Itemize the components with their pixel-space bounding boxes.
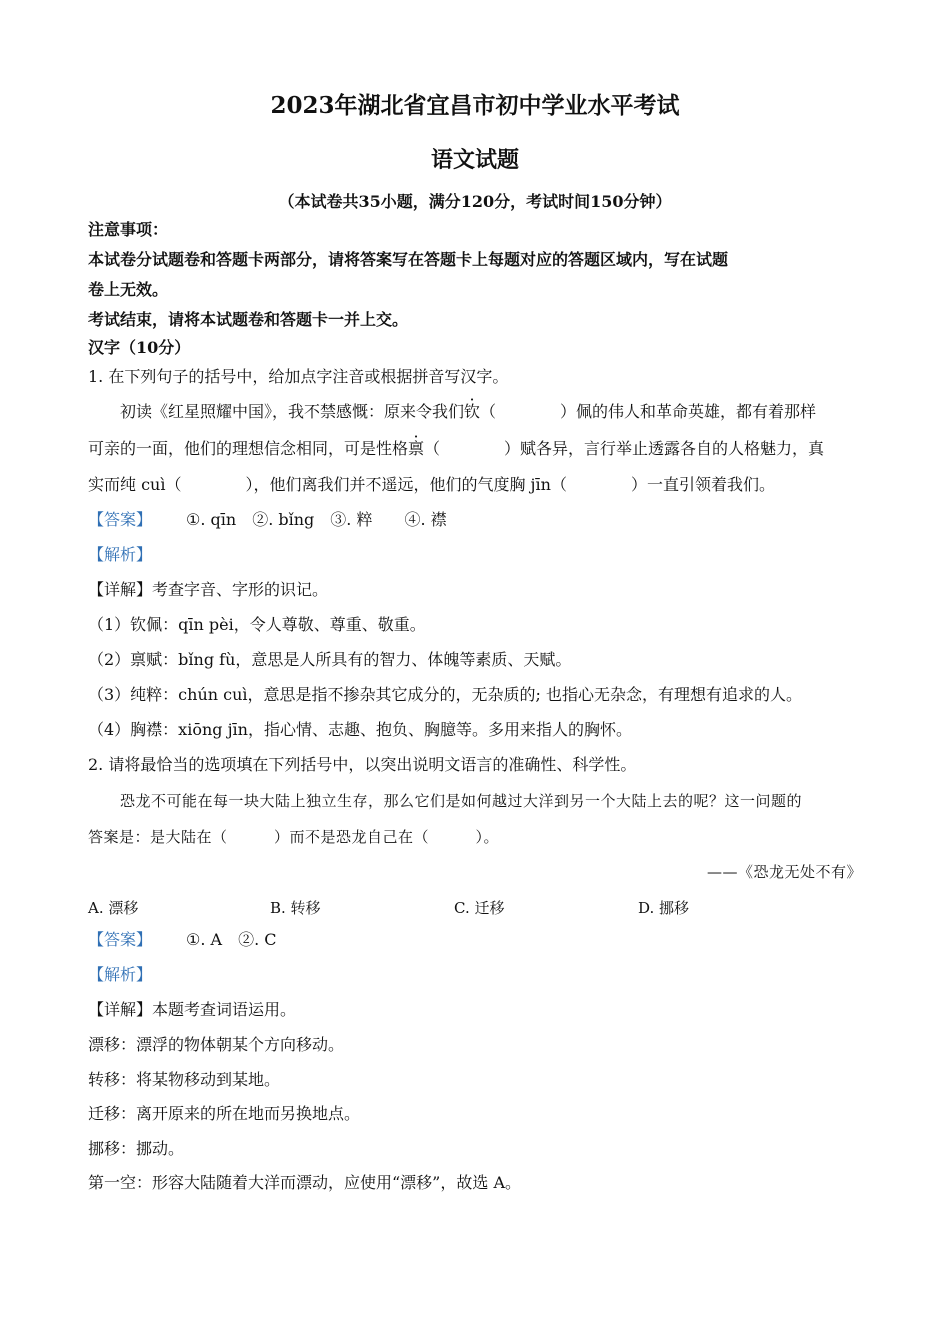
option-b: B. 转移 bbox=[270, 899, 321, 917]
question-2-passage-line: 答案是：是大陆在（ ）而不是恐龙自己在（ ）。 bbox=[88, 828, 500, 846]
notice-line: 卷上无效。 bbox=[88, 280, 169, 299]
notice-heading: 注意事项： bbox=[88, 220, 169, 239]
option-c: C. 迁移 bbox=[454, 899, 505, 917]
passage-text: （ ）佩的伟人和革命英雄，都有着那样 bbox=[480, 402, 817, 421]
section-heading: 汉字（10分） bbox=[88, 338, 191, 357]
exam-title: 2023年湖北省宜昌市初中学业水平考试 bbox=[270, 92, 680, 119]
analysis-label: 【解析】 bbox=[88, 965, 153, 984]
question-1-passage-line: 实而纯 cuì（ ），他们离我们并不遥远，他们的气度胸 jīn（ ）一直引领着我们。 bbox=[88, 475, 775, 494]
answer-row bbox=[88, 510, 862, 530]
passage-text: 初读《红星照耀中国》，我不禁感慨：原来令我们 bbox=[120, 402, 465, 421]
passage-text: （ ）赋各异，言行举止透露各自的人格魅力，真 bbox=[424, 439, 825, 458]
detail-line: 转移：将某物移动到某地。 bbox=[88, 1070, 281, 1089]
detail-line: （1）钦佩：qīn pèi，令人尊敬、尊重、敬重。 bbox=[88, 615, 426, 634]
detail-line: （2）禀赋：bǐng fù，意思是人所具有的智力、体魄等素质、天赋。 bbox=[88, 650, 572, 669]
answer-label: 【答案】 bbox=[88, 930, 153, 949]
answer-text: ①. A ②. C bbox=[186, 930, 277, 949]
exam-meta: （本试卷共35小题，满分120分，考试时间150分钟） bbox=[278, 192, 672, 211]
detail-line: 【详解】考查字音、字形的识记。 bbox=[88, 580, 329, 599]
option-d: D. 挪移 bbox=[638, 899, 690, 917]
answer-text: ①. qīn ②. bǐng ③. 粹 ④. 襟 bbox=[186, 510, 447, 529]
option-a: A. 漂移 bbox=[88, 899, 139, 917]
question-2-passage-line: 恐龙不可能在每一块大陆上独立生存，那么它们是如何越过大洋到另一个大陆上去的呢？这一问题的 bbox=[120, 792, 803, 810]
analysis-label: 【解析】 bbox=[88, 545, 153, 564]
answer-label: 【答案】 bbox=[88, 510, 153, 529]
detail-line: 【详解】本题考查词语运用。 bbox=[88, 1000, 297, 1019]
question-1-prompt: 1. 在下列句子的括号中，给加点字注音或根据拼音写汉字。 bbox=[88, 367, 509, 386]
notice-line: 本试卷分试题卷和答题卡两部分，请将答案写在答题卡上每题对应的答题区域内，写在试题 bbox=[88, 250, 729, 269]
answer-row bbox=[88, 930, 862, 950]
passage-source: ——《恐龙无处不有》 bbox=[706, 863, 862, 881]
detail-line: 第一空：形容大陆随着大洋而漂动，应使用“漂移”，故选 A。 bbox=[88, 1173, 522, 1192]
detail-line: （4）胸襟：xiōng jīn，指心情、志趣、抱负、胸臆等。多用来指人的胸怀。 bbox=[88, 720, 632, 739]
dotted-char: 禀 bbox=[408, 439, 425, 458]
detail-line: （3）纯粹：chún cuì，意思是指不掺杂其它成分的，无杂质的; 也指心无杂念，有理想有追求的人。 bbox=[88, 685, 803, 704]
exam-subtitle: 语文试题 bbox=[430, 147, 519, 173]
detail-line: 挪移：挪动。 bbox=[88, 1139, 185, 1158]
detail-line: 迁移：离开原来的所在地而另换地点。 bbox=[88, 1104, 361, 1123]
notice-line: 考试结束，请将本试题卷和答题卡一并上交。 bbox=[88, 310, 409, 329]
dotted-char: 钦 bbox=[464, 402, 481, 421]
question-2-prompt: 2. 请将最恰当的选项填在下列括号中，以突出说明文语言的准确性、科学性。 bbox=[88, 755, 637, 774]
detail-line: 漂移：漂浮的物体朝某个方向移动。 bbox=[88, 1035, 345, 1054]
question-1-passage-line bbox=[88, 402, 862, 422]
passage-text: 可亲的一面，他们的理想信念相同，可是性格 bbox=[88, 439, 409, 458]
question-1-passage-line bbox=[88, 439, 862, 459]
